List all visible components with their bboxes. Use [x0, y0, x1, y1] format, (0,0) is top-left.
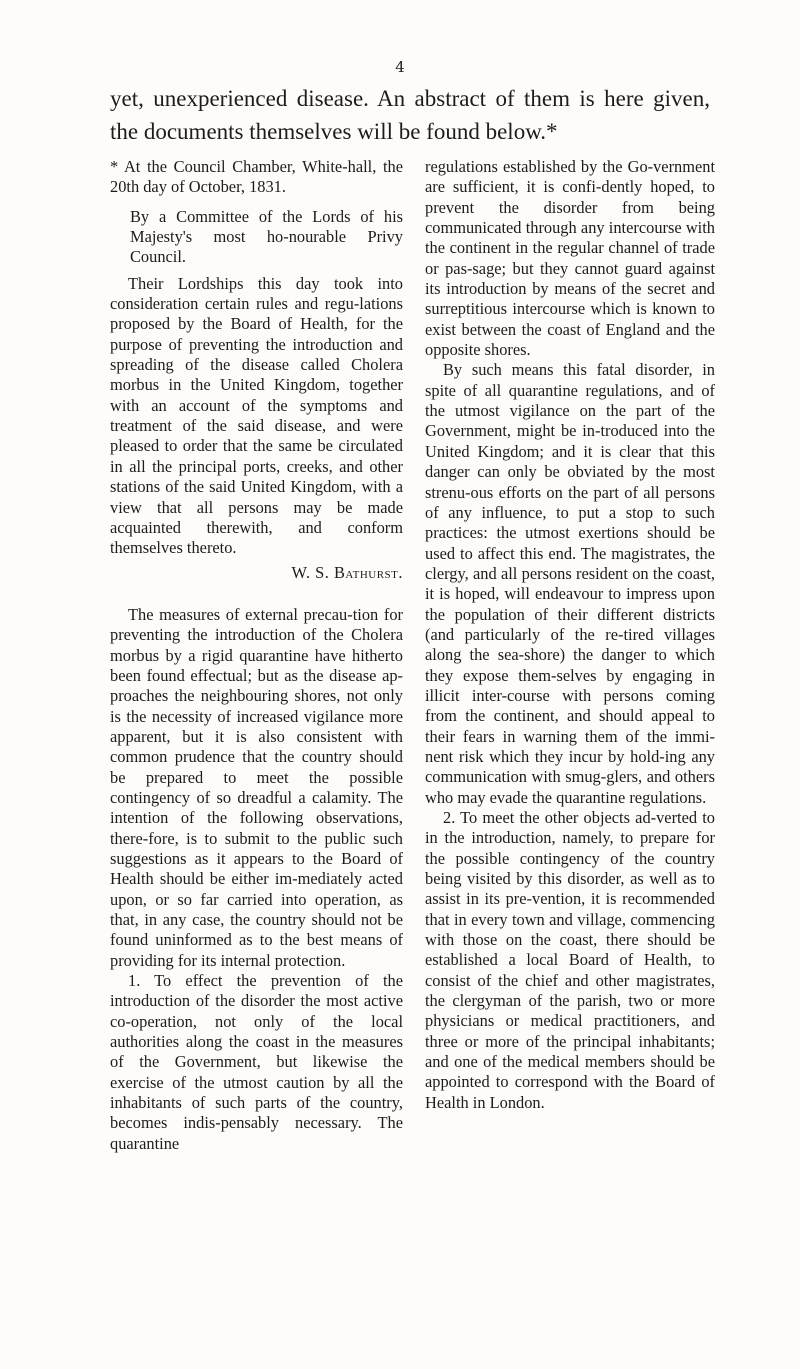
left-column	[110, 157, 403, 1154]
intro-paragraph: yet, unexperienced disease. An abstract of them is here given, the documents themselves will be found below.*	[110, 86, 710, 144]
section-2-paragraph: 2. To meet the other objects ad-verted to in the introduction, namely, to prepare for the possible contingency of the country being visited by this disorder, as well as to assist in its pre-vention, it is recommended that in every town and village, commencing with those on the coast, there should be established a local Board of Health, to consist of the chief and other magistrates, the clergyman of the parish, two or more physicians or medical practitioners, and three or more of the principal inhabitants; and one of the medical members should be appointed to correspond with the Board of Health in London.	[425, 808, 715, 1112]
signature: W. S. Bathurst.	[291, 562, 403, 582]
fatal-disorder-paragraph: By such means this fatal disorder, in spite of all quarantine regulations, and of the utmost vigilance on the part of the Government, might be in-troduced into the United Kingdom; and it is clear that this danger can only be obviated by the most strenu-ous efforts on the part of all persons of any influence, to put a stop to such practices: the utmost exertions should be used to affect this end. The magistrates, the clergy, and all persons resident on the coast, it is hoped, will endeavour to impress upon the population of their different districts (and particularly of the re-tired villages along the sea-shore) the danger to which they expose them-selves by engaging in illicit inter-course with persons coming from the continent, and should appeal to their fears in warning them of the immi-nent risk which they incur by hold-ing any communication with smug-glers, and others who may evade the quarantine regulations.	[425, 360, 715, 807]
page-number: 4	[395, 58, 405, 76]
section-1-paragraph: 1. To effect the prevention of the introduction of the disorder the most active co-operation, not only of the local authorities along the coast in the measures of the Government, but likewise the exercise of the utmost caution by all the inhabitants of such parts of the country, becomes indis-pensably necessary. The quarantine	[110, 971, 403, 1153]
regulations-paragraph: regulations established by the Go-vernment are sufficient, it is confi-dently hoped, to prevent the disorder from being communicated through any intercourse with the continent in the regular channel of trade or pas-sage; but they cannot guard against its introduction by means of the secret and surreptitious intercourse which is known to exist between the coast of England and the opposite shores.	[425, 157, 715, 360]
resolution-paragraph: Their Lordships this day took into consideration certain rules and regu-lations proposed by the Board of Health, for the purpose of preventing the introduction and spreading of the disease called Cholera morbus in the United Kingdom, together with an account of the symptoms and treatment of the said disease, and were pleased to order that the same be circulated in all the principal ports, creeks, and other stations of the said United Kingdom, with a view that all persons may be made acquainted therewith, and conform themselves thereto.	[110, 273, 403, 558]
measures-paragraph: The measures of external precau-tion for preventing the introduction of the Cholera morbus by a rigid quarantine have hitherto been found effectual; but as the disease ap-proaches the neighbouring shores, not only is the necessity of increased vigilance more apparent, but it is also consistent with common prudence that the country should be prepared to meet the possible contingency of so dreadful a calamity. The intention of the following observations, there-fore, is to submit to the public such suggestions as it appears to the Board of Health should be either im-mediately acted upon, or so far carried into operation, as that, in any case, the country should not be found uninformed as to the best means of providing for its internal protection.	[110, 604, 403, 970]
footnote-heading: * At the Council Chamber, White-hall, the 20th day of October, 1831.	[110, 157, 403, 197]
committee-line: By a Committee of the Lords of his Majesty's most ho-nourable Privy Council.	[130, 206, 403, 267]
right-column	[425, 157, 715, 1113]
